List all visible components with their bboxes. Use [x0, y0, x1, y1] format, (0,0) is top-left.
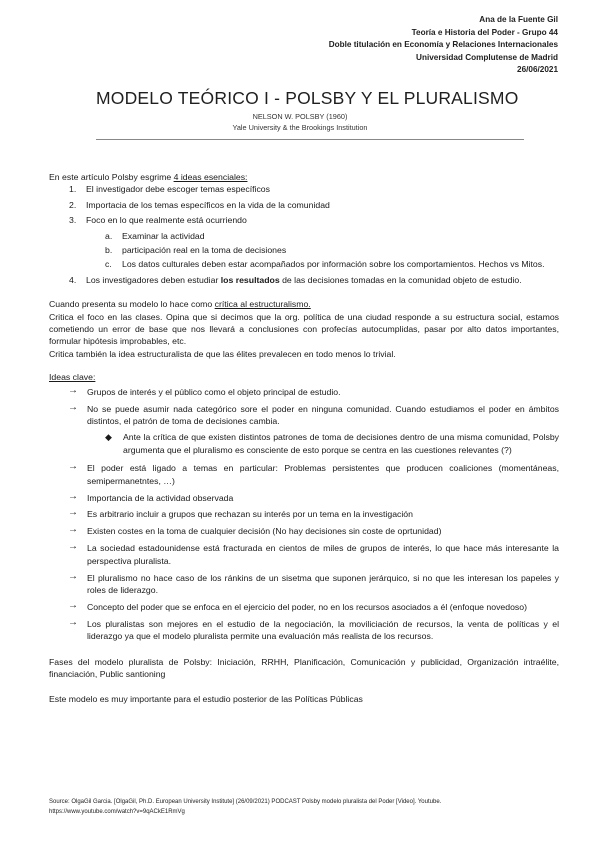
list-item-text: Foco en lo que realmente está ocurriendo: [86, 215, 247, 226]
subtitle-author: NELSON W. POLSBY (1960): [252, 112, 348, 121]
list-number: 4.: [69, 274, 77, 285]
arrow-item-text: Existen costes en la toma de cualquier decisión (No hay decisiones sin coste de oprtunidad): [87, 526, 442, 537]
university-name: Universidad Complutense de Madrid: [416, 52, 558, 62]
document-date: 26/06/2021: [517, 65, 558, 75]
closing-paragraph: Este modelo es muy importante para el estudio posterior de las Políticas Públicas: [49, 694, 363, 705]
sub-ideas-list: [49, 230, 559, 271]
arrow-icon: →: [68, 616, 78, 628]
arrow-item-text: Es arbitrario incluir a grupos que rechazan su interés por un tema en la investigación: [87, 509, 413, 520]
list-item-text: El investigador debe escoger temas específicos: [86, 184, 270, 195]
arrow-list-item: [49, 386, 559, 398]
arrow-item-text: Concepto del poder que se enfoca en el ejercicio del poder, no en los recursos asociados a él (enfoque novedoso): [87, 601, 527, 612]
degree-name: Doble titulación en Economía y Relaciones Internacionales: [328, 40, 558, 50]
critique-text: Cuando presenta su modelo lo hace como: [49, 299, 215, 310]
intro-underlined: 4 ideas esenciales:: [173, 172, 248, 182]
author-name: Ana de la Fuente Gil: [479, 15, 558, 24]
course-name: Teoría e Historia del Poder - Grupo 44: [411, 27, 558, 37]
arrow-icon: →: [68, 507, 78, 519]
sub-list-letter: c.: [105, 259, 112, 270]
arrow-list-item: [49, 601, 559, 613]
arrow-list-item: [49, 618, 559, 643]
list-item: [49, 183, 559, 195]
list-item-bold: los resultados: [220, 274, 280, 285]
arrow-item-text: El pluralismo no hace caso de los ránkins de un sisetma que suponen jerárquico, si no que les interesan los papeles y roles de liderazgo.: [87, 572, 559, 595]
diamond-item-text: Ante la crítica de que existen distintos patrones de toma de decisiones dentro de una misma comunidad, Polsby argumenta que el pluralismo es consciente de esto porque se centra en las cuestiones relevantes (?): [123, 432, 559, 455]
arrow-list-item: [49, 462, 559, 487]
sub-list-letter: b.: [105, 245, 113, 256]
arrow-icon: →: [68, 461, 78, 473]
key-ideas-list: [49, 386, 559, 428]
intro-text: En este artículo Polsby esgrime: [49, 172, 174, 182]
list-item-text: Los investigadores deben estudiar: [86, 274, 221, 285]
source-url: https://www.youtube.com/watch?v=9qACkE1RmVg: [49, 809, 185, 815]
arrow-list-item: [49, 572, 559, 597]
intro-paragraph: [49, 171, 559, 183]
phases-paragraph: Fases del modelo pluralista de Polsby: Iniciación, RRHH, Planificación, Comunicación y publicidad, Organización intraélite, financiación, Public santioning: [49, 656, 559, 679]
title-divider: [96, 139, 524, 140]
list-number: 3.: [69, 215, 77, 226]
author-header: [329, 14, 558, 77]
arrow-icon: →: [68, 401, 78, 413]
arrow-item-text: No se puede asumir nada categórico sore el poder en ninguna comunidad. Cuando estudiamos el poder en ámbitos distintos, el patrón de toma de decisiones cambia.: [87, 403, 559, 426]
arrow-icon: →: [68, 541, 78, 553]
sub-list-text: Examinar la actividad: [122, 230, 205, 241]
ideas-list-continued: [49, 274, 559, 286]
sub-list-item: [49, 230, 559, 242]
critique-paragraph-2: Critica también la idea estructuralista de que las élites prevalecen en todo menos lo trivial.: [49, 348, 396, 359]
arrow-list-item: [49, 542, 559, 567]
arrow-item-text: Grupos de interés y el público como el objeto principal de estudio.: [87, 386, 341, 397]
document-body: [49, 171, 559, 706]
list-number: 2.: [69, 199, 77, 210]
arrow-list-item: [49, 508, 559, 520]
ideas-list: [49, 183, 559, 226]
list-item-text: Importacia de los temas específicos en la vida de la comunidad: [86, 199, 330, 210]
source-citation: Source: OlgaGil Garcia. [OlgaGil, Ph.D. European University Institute] (26/09/2021) PODCAST Polsby modelo pluralista del Poder [Video]. Youtube.: [49, 799, 442, 805]
arrow-icon: →: [68, 524, 78, 536]
source-footer: [49, 797, 569, 817]
critique-intro: [49, 298, 559, 310]
arrow-list-item: [49, 403, 559, 428]
arrow-icon: →: [68, 384, 78, 396]
list-item: [49, 199, 559, 211]
critique-underlined: crítica al estructuralismo.: [214, 299, 311, 310]
arrow-icon: →: [68, 490, 78, 502]
subtitle-affiliation: Yale University & the Brookings Institution: [232, 123, 368, 132]
key-ideas-list-continued: [49, 462, 559, 642]
arrow-item-text: El poder está ligado a temas en particular: Problemas persistentes que producen coaliciones (momentáneas, semipermanetntes, …): [87, 463, 559, 486]
page-title: MODELO TEÓRICO I - POLSBY Y EL PLURALISMO: [96, 88, 519, 108]
critique-paragraph: Critica el foco en las clases. Opina que si decimos que la org. política de una ciudad responde a su estructura social, estamos cometiendo un error de base que nos llevará a conclusiones con profecías autocumplidas, pasar por alto datos importantes, formular hipótesis improbables, etc.: [49, 311, 559, 347]
arrow-icon: →: [68, 570, 78, 582]
diamond-bullet-icon: ◆: [105, 432, 112, 443]
arrow-item-text: La sociedad estadounidense está fracturada en cientos de miles de grupos de interés, lo que hace más interesante la perspectiva pluralista.: [87, 543, 559, 566]
arrow-item-text: Los pluralistas son mejores en el estudio de la negociación, la moviliciación de recursos, la venta de políticas y el liderazgo ya que el modelo pluralista permite una evaluación más realista de los recursos.: [87, 618, 559, 642]
sub-list-text: participación real en la toma de decisiones: [122, 245, 287, 256]
sub-list-text: Los datos culturales deben estar acompañados por información sobre los comportamientos. Hechos vs Mitos.: [122, 259, 545, 270]
arrow-item-text: Importancia de la actividad observada: [87, 492, 234, 503]
sub-list-item: [49, 244, 559, 256]
list-number: 1.: [69, 184, 77, 195]
diamond-list-item: [49, 431, 559, 456]
sub-list-letter: a.: [105, 230, 113, 241]
arrow-list-item: [49, 525, 559, 537]
key-ideas-heading: Ideas clave:: [49, 372, 96, 383]
list-item: [49, 214, 559, 226]
list-item: [49, 274, 559, 286]
arrow-icon: →: [68, 599, 78, 611]
list-item-text-end: de las decisiones tomadas en la comunidad objeto de estudio.: [279, 274, 522, 285]
arrow-list-item: [49, 492, 559, 504]
sub-list-item: [49, 258, 559, 270]
